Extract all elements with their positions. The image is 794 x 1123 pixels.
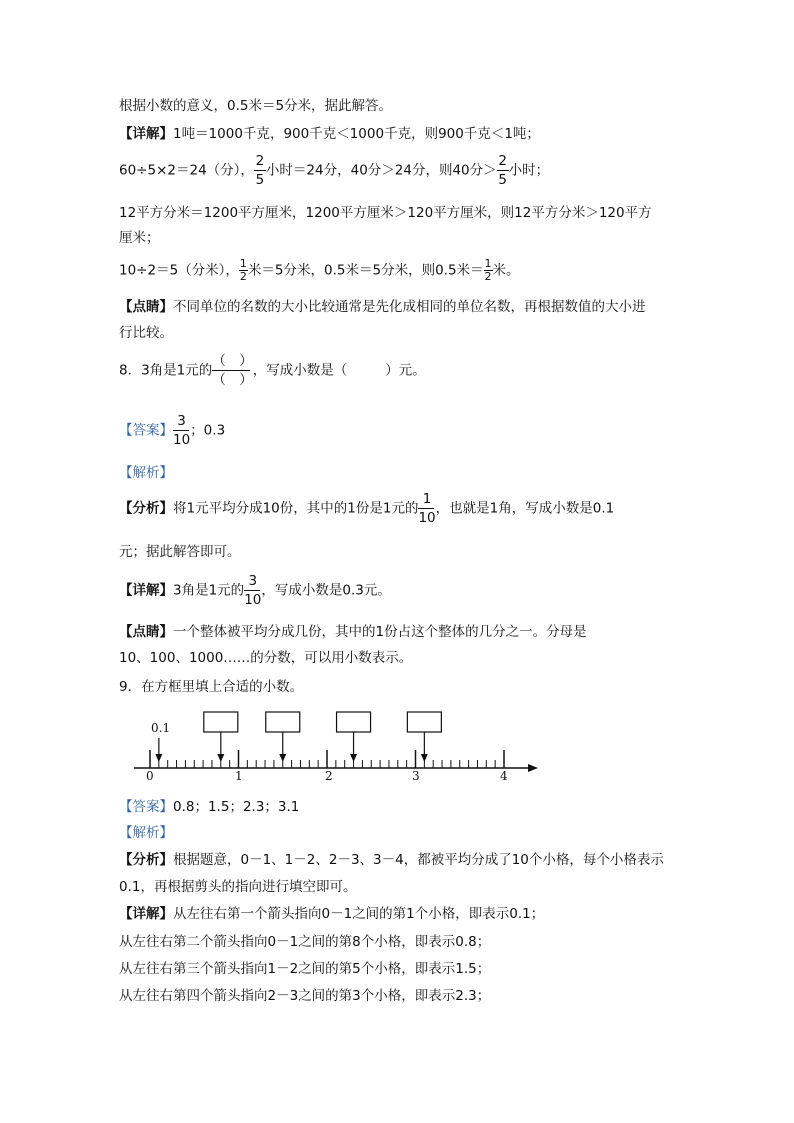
tick-label-3: 3 — [412, 769, 420, 783]
fraction-line: 10÷2＝5（分米）， $\frac{1}{2}$ 米＝5分米，0.5米＝5分米，则0.5米＝ $\frac{1}{2}$ 米。 — [119, 257, 520, 283]
tick-label-2: 2 — [325, 769, 333, 783]
answer-box — [407, 712, 441, 732]
fraction-2-5-second: $\frac{2}{5}$ — [498, 153, 507, 188]
analysis-9: 【分析】根据题意，0－1、1－2、2－3、3－4，都被平均分成了10个小格，每个小格表示 — [119, 852, 664, 868]
box-arrowhead — [350, 754, 357, 762]
analysis-8: 【分析】将1元平均分成10份，其中的1份是1元的 $\frac{1}{10}$ ，也就是1角，写成小数是0.1 — [119, 491, 615, 526]
start-label: 0.1 — [151, 721, 171, 735]
fraction-1-10: $\frac{1}{10}$ — [418, 491, 436, 526]
fraction-3-10: $\frac{3}{10}$ — [173, 413, 191, 448]
tick-label-1: 1 — [235, 769, 243, 783]
fraction-1-2-second: $\frac{1}{2}$ — [484, 257, 492, 283]
text-line: 厘米； — [119, 230, 160, 246]
text-line: 行比较。 — [119, 325, 173, 341]
text-line: 10、100、1000……的分数，可以用小数表示。 — [119, 650, 413, 666]
detail-8: 【详解】3角是1元的 $\frac{3}{10}$ ，写成小数是0.3元。 — [119, 573, 391, 608]
tick-label-0: 0 — [146, 769, 154, 783]
blank-fraction[interactable]: $\frac{( )}{( )}$ — [212, 353, 253, 388]
question-9: 9．在方框里填上合适的小数。 — [119, 679, 304, 695]
box-arrowhead — [217, 754, 224, 762]
answer-box — [266, 712, 300, 732]
answer-8: 【答案】 $\frac{3}{10}$ ；0.3 — [119, 413, 226, 448]
comment-8: 【点睛】一个整体被平均分成几份，其中的1份占这个整体的几分之一。分母是 — [119, 624, 587, 640]
analysis-header: 【解析】 — [119, 465, 173, 481]
fraction-line: 60÷5×2＝24（分）， $\frac{2}{5}$ 小时＝24分，40分＞24分，则40分＞ $\frac{2}{5}$ 小时； — [119, 153, 550, 188]
text-line: 从左往右第二个箭头指向0－1之间的第8个小格，即表示0.8； — [119, 934, 491, 950]
start-arrowhead — [155, 754, 162, 762]
text-line: 从左往右第四个箭头指向2－3之间的第3个小格，即表示2.3； — [119, 988, 491, 1004]
fraction-2-5: $\frac{2}{5}$ — [255, 153, 265, 188]
text-line: 0.1，再根据剪头的指向进行填空即可。 — [119, 879, 357, 895]
question-8: 8．3角是1元的 $\frac{( )}{( )}$ ，写成小数是（ ）元。 — [119, 353, 426, 388]
axis-arrowhead — [528, 764, 538, 772]
number-line — [128, 708, 548, 783]
tick-label-4: 4 — [500, 769, 508, 783]
fraction-1-2: $\frac{1}{2}$ — [239, 257, 247, 283]
comment-line: 【点睛】不同单位的名数的大小比较通常是先化成相同的单位名数，再根据数值的大小进 — [119, 299, 646, 315]
answer-box — [204, 712, 238, 732]
text-line: 12平方分米＝1200平方厘米，1200平方厘米＞120平方厘米，则12平方分米＞120平方 — [119, 205, 652, 221]
fraction-3-10-detail: $\frac{3}{10}$ — [244, 573, 262, 608]
detail-line: 【详解】1吨＝1000千克，900千克＜1000千克，则900千克＜1吨； — [119, 126, 540, 142]
box-arrowhead — [279, 754, 286, 762]
box-arrowhead — [421, 754, 428, 762]
detail-9: 【详解】从左往右第一个箭头指向0－1之间的第1个小格，即表示0.1； — [119, 906, 545, 922]
text-line: 元；据此解答即可。 — [119, 544, 241, 560]
answer-9: 【答案】0.8；1.5；2.3；3.1 — [119, 799, 300, 815]
text-line: 从左往右第三个箭头指向1－2之间的第5个小格，即表示1.5； — [119, 961, 491, 977]
text-line: 根据小数的意义，0.5米＝5分米，据此解答。 — [119, 98, 393, 114]
answer-box — [337, 712, 371, 732]
analysis-header: 【解析】 — [119, 825, 173, 841]
